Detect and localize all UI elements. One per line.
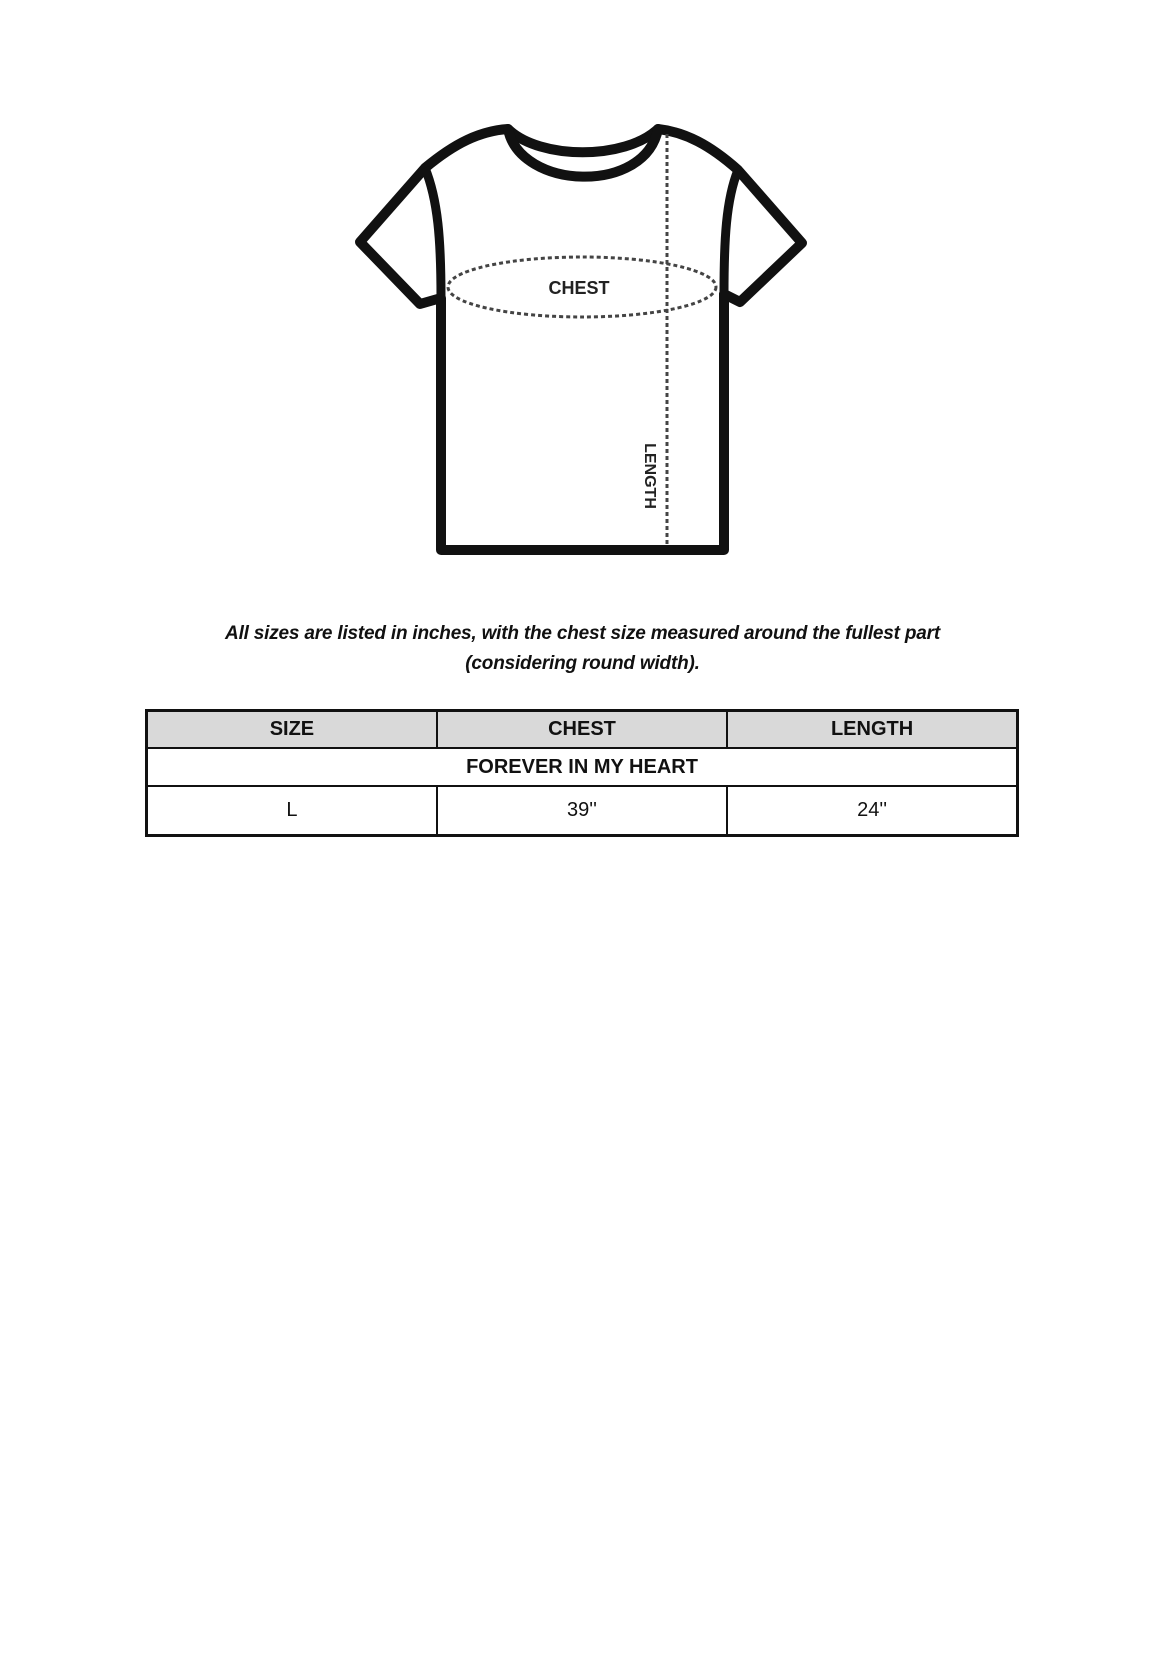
length-label: LENGTH bbox=[641, 443, 658, 509]
header-chest: CHEST bbox=[437, 711, 727, 749]
tshirt-outline-icon bbox=[0, 0, 1165, 600]
header-length: LENGTH bbox=[727, 711, 1017, 749]
cell-size: L bbox=[147, 786, 437, 836]
tshirt-diagram bbox=[0, 0, 1165, 600]
table-group-row bbox=[147, 748, 1018, 786]
cell-chest: 39'' bbox=[437, 786, 727, 836]
measurement-note-line1: All sizes are listed in inches, with the chest size measured around the fullest part bbox=[225, 623, 940, 644]
chest-label: CHEST bbox=[548, 278, 610, 298]
cell-length: 24'' bbox=[727, 786, 1017, 836]
measurement-note bbox=[180, 619, 985, 679]
size-chart-table bbox=[145, 709, 1019, 837]
table-row bbox=[147, 786, 1018, 836]
measurement-note-line2: (considering round width). bbox=[465, 653, 700, 674]
group-title: FOREVER IN MY HEART bbox=[147, 748, 1018, 786]
header-size: SIZE bbox=[147, 711, 437, 749]
table-header-row bbox=[147, 711, 1018, 749]
